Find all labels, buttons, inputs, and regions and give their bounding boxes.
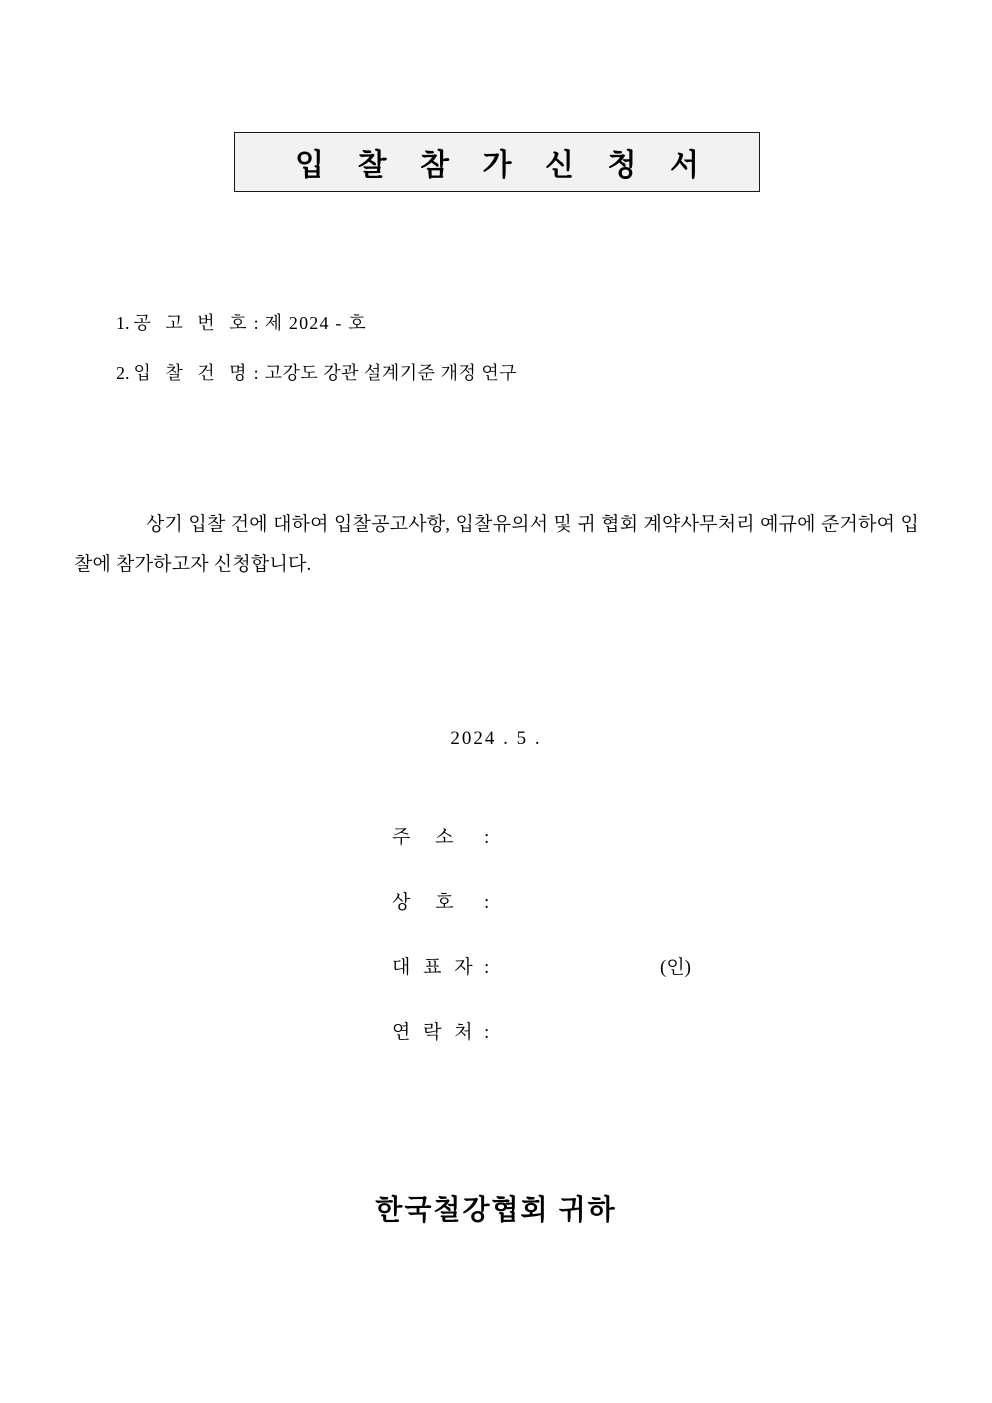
signature-row-contact: [392, 1017, 691, 1044]
signature-label-company: 상 호: [392, 892, 464, 913]
item-label: 입 찰 건 명: [133, 363, 252, 383]
body-paragraph: [74, 505, 919, 585]
item-value-notice-number: 제 2024 - 호: [264, 313, 367, 333]
seal-mark: (인): [660, 957, 692, 978]
item-colon: :: [253, 313, 259, 333]
item-colon: :: [253, 363, 259, 383]
signature-colon: :: [484, 827, 490, 848]
item-label: 공 고 번 호: [133, 313, 252, 333]
signature-block: [392, 822, 691, 1082]
item-number: 1.: [116, 313, 130, 333]
signature-label-address: 주 소: [392, 827, 464, 848]
signature-colon: :: [484, 892, 490, 913]
signature-row-company: [392, 887, 691, 914]
signature-row-representative: [392, 952, 691, 979]
page-title: 입 찰 참 가 신 청 서: [295, 149, 712, 182]
signature-label-representative: 대 표 자: [392, 957, 477, 978]
paragraph-text: 상기 입찰 건에 대하여 입찰공고사항, 입찰유의서 및 귀 협회 계약사무처리 예규에 준거하여 입찰에 참가하고자 신청합니다.: [74, 514, 919, 575]
signature-label-contact: 연 락 처: [392, 1022, 477, 1043]
item-number: 2.: [116, 363, 130, 383]
document-title-box: [234, 132, 760, 192]
signature-colon: :: [484, 957, 490, 978]
recipient-line: 한국철강협회 귀하: [375, 1195, 617, 1226]
list-item: [116, 310, 916, 337]
numbered-item-list: [116, 310, 916, 410]
signature-colon: :: [484, 1022, 490, 1043]
list-item: [116, 360, 916, 387]
item-value-bid-title: 고강도 강관 설계기준 개정 연구: [264, 363, 518, 383]
document-date: 2024 . 5 .: [450, 728, 542, 749]
signature-row-address: [392, 822, 691, 849]
